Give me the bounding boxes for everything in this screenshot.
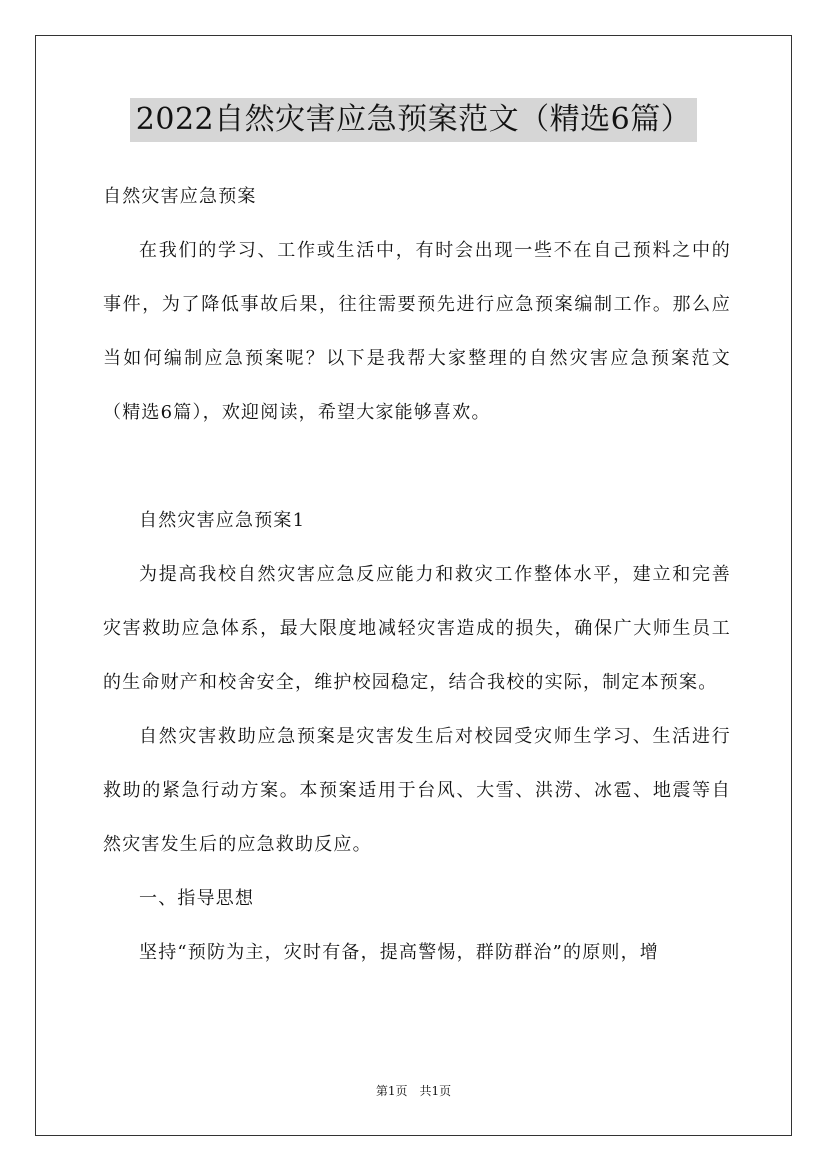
title-container xyxy=(0,98,827,142)
document-body xyxy=(103,170,731,980)
body-paragraph-1: 为提高我校自然灾害应急反应能力和救灾工作整体水平，建立和完善灾害救助应急体系，最大限度地减轻灾害造成的损失，确保广大师生员工的生命财产和校舍安全，维护校园稳定，结合我校的实际，制定本预案。 xyxy=(103,564,731,693)
blank-line xyxy=(103,440,731,494)
section-title: 自然灾害应急预案1 xyxy=(139,510,306,531)
body-paragraph-2: 自然灾害救助应急预案是灾害发生后对校园受灾师生学习、生活进行救助的紧急行动方案。本预案适用于台风、大雪、洪涝、冰雹、地震等自然灾害发生后的应急救助反应。 xyxy=(103,726,731,855)
document-heading: 自然灾害应急预案 xyxy=(103,186,257,207)
subheading: 一、指导思想 xyxy=(139,888,255,909)
document-title: 2022自然灾害应急预案范文（精选6篇） xyxy=(130,98,697,142)
intro-paragraph: 在我们的学习、工作或生活中，有时会出现一些不在自己预料之中的事件，为了降低事故后果，往往需要预先进行应急预案编制工作。那么应当如何编制应急预案呢？以下是我帮大家整理的自然灾害应急预案范文（精选6篇），欢迎阅读，希望大家能够喜欢。 xyxy=(103,240,731,423)
page-footer: 第1页 共1页 xyxy=(375,1084,452,1098)
body-paragraph-3: 坚持“预防为主，灾时有备，提高警惕，群防群治”的原则，增 xyxy=(139,942,660,963)
